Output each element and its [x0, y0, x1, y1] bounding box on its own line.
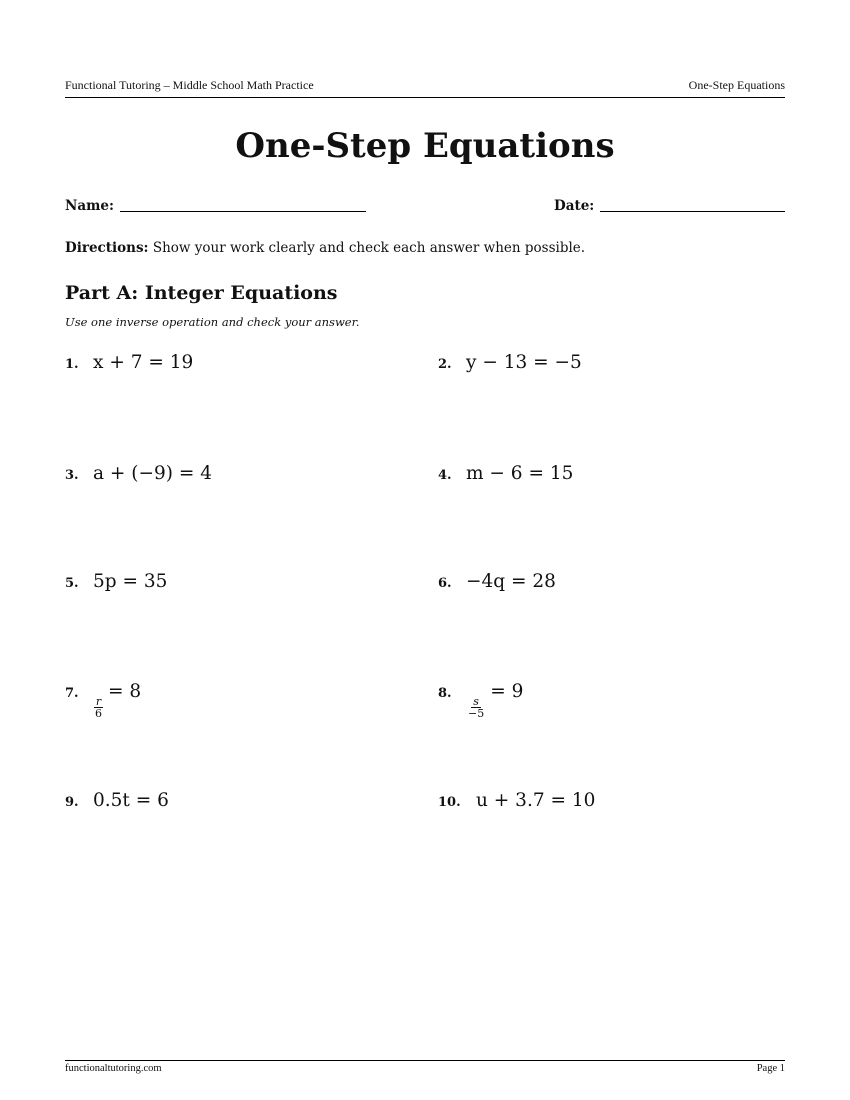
- fraction-denominator: 6: [95, 707, 102, 720]
- equation-rest: = 8: [108, 681, 142, 702]
- problem-2: [438, 352, 582, 373]
- header-course-title: Functional Tutoring – Middle School Math Practice: [65, 78, 314, 92]
- directions: [65, 240, 585, 256]
- problem-1: [65, 352, 193, 373]
- problem-equation: a + (−9) = 4: [93, 463, 213, 484]
- problem-equation: 5p = 35: [93, 571, 168, 592]
- problem-number: 8.: [438, 686, 452, 701]
- problem-number: 5.: [65, 576, 79, 591]
- name-blank-line[interactable]: [120, 197, 366, 212]
- footer-page-number: Page 1: [756, 1063, 785, 1074]
- problem-number: 1.: [65, 357, 79, 372]
- problem-equation: y − 13 = −5: [466, 352, 582, 373]
- fraction-denominator: −5: [468, 707, 485, 720]
- problem-equation: m − 6 = 15: [466, 463, 574, 484]
- fraction: [466, 696, 486, 719]
- date-label: Date:: [554, 198, 595, 214]
- problem-number: 7.: [65, 686, 79, 701]
- problem-number: 6.: [438, 576, 452, 591]
- problem-6: [438, 571, 556, 592]
- problem-8: [438, 681, 523, 719]
- part-a-title: Part A: Integer Equations: [65, 282, 338, 304]
- fraction-numerator: r: [95, 695, 102, 708]
- page-header: [65, 78, 785, 98]
- problem-4: [438, 463, 573, 484]
- date-blank-line[interactable]: [600, 197, 785, 212]
- problem-3: [65, 463, 212, 484]
- problem-number: 3.: [65, 468, 79, 483]
- problem-equation: x + 7 = 19: [93, 352, 194, 373]
- problem-equation: −4q = 28: [466, 571, 556, 592]
- directions-text: Show your work clearly and check each answer when possible.: [152, 240, 586, 256]
- problem-10: [438, 790, 595, 811]
- part-a-subtitle: Use one inverse operation and check your answer.: [65, 315, 360, 329]
- header-topic: One-Step Equations: [688, 78, 785, 92]
- problem-equation: [93, 681, 141, 719]
- page-footer: [65, 1060, 785, 1079]
- problem-number: 2.: [438, 357, 452, 372]
- problem-7: [65, 681, 141, 719]
- name-field[interactable]: [65, 197, 366, 214]
- problem-number: 10.: [438, 795, 461, 810]
- problem-equation: [466, 681, 523, 719]
- date-field[interactable]: [554, 197, 785, 214]
- problem-equation: u + 3.7 = 10: [476, 790, 596, 811]
- footer-website: functionaltutoring.com: [65, 1063, 162, 1074]
- name-label: Name:: [65, 198, 114, 214]
- fraction: [93, 696, 104, 719]
- directions-label: Directions:: [65, 240, 149, 256]
- equation-rest: = 9: [490, 681, 524, 702]
- problem-9: [65, 790, 169, 811]
- fraction-numerator: s: [473, 695, 479, 708]
- problem-equation: 0.5t = 6: [93, 790, 169, 811]
- worksheet-title: One-Step Equations: [235, 126, 615, 166]
- problem-5: [65, 571, 167, 592]
- problem-number: 4.: [438, 468, 452, 483]
- problem-number: 9.: [65, 795, 79, 810]
